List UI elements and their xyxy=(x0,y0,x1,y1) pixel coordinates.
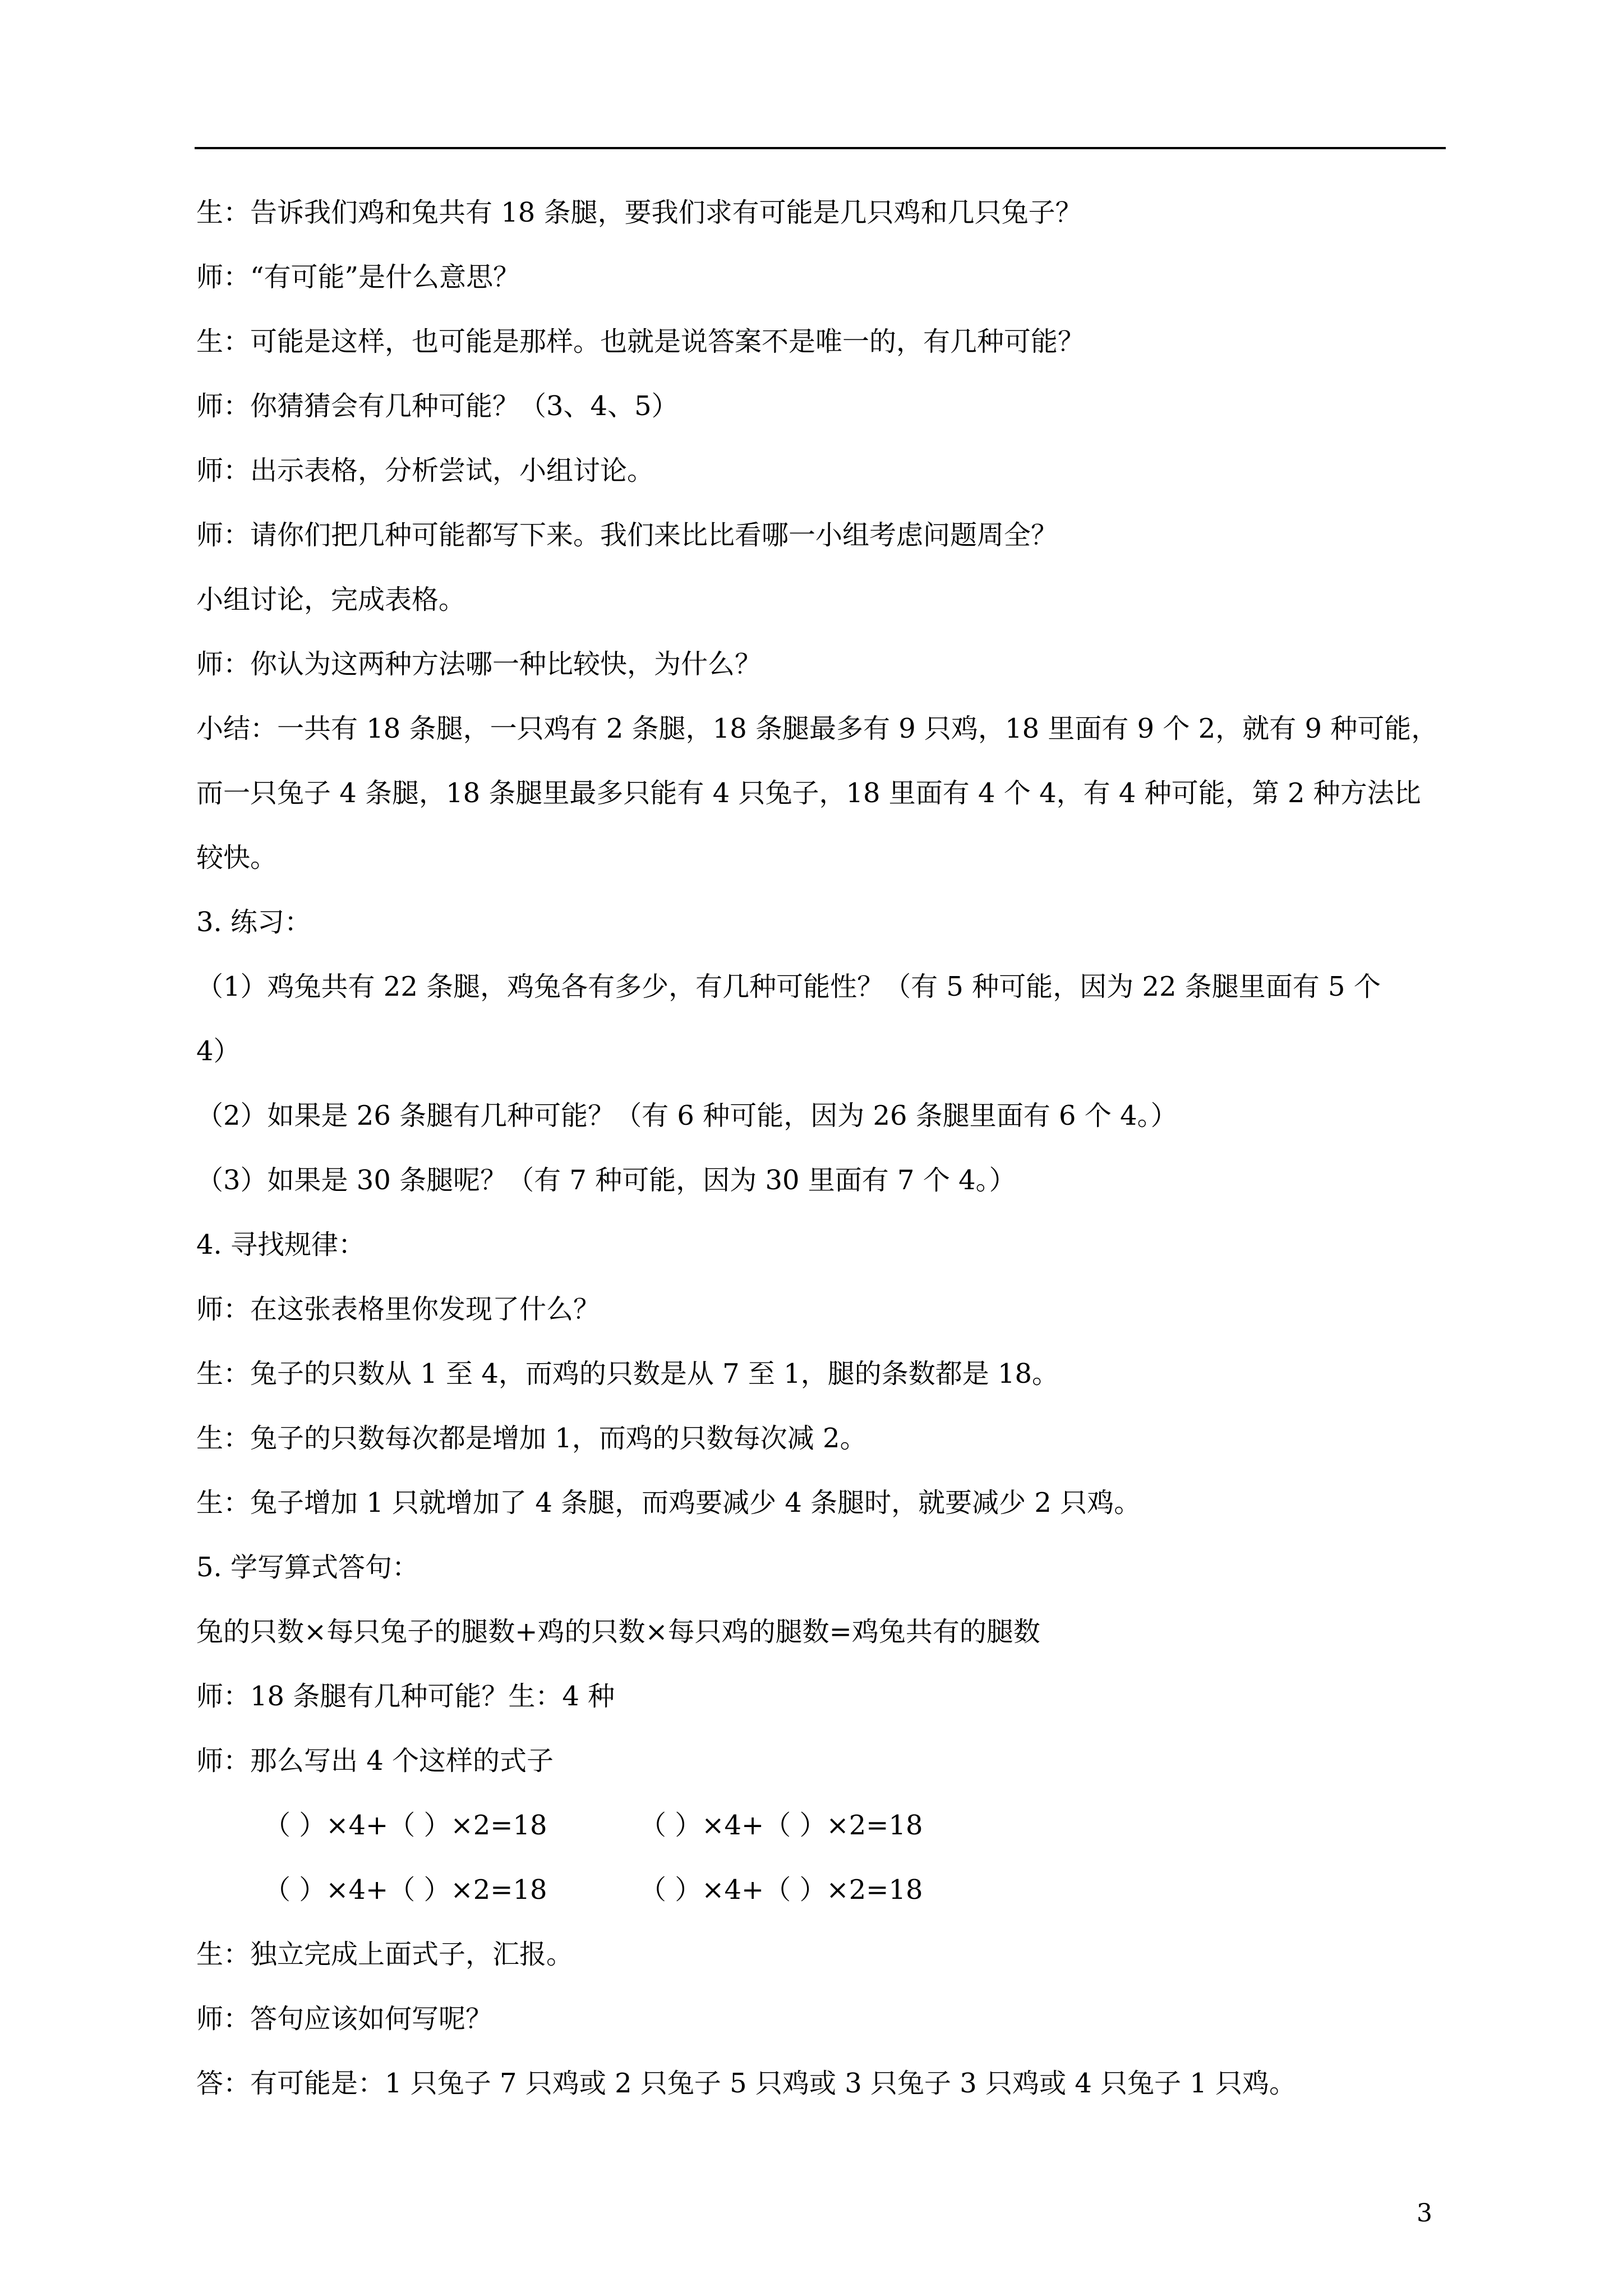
text-line: 4） xyxy=(196,1036,241,1067)
text-line: 师：“有可能”是什么意思？ xyxy=(196,261,520,293)
text-line: 师：那么写出 4 个这样的式子 xyxy=(196,1745,554,1777)
text-line: 生：独立完成上面式子，汇报。 xyxy=(196,1939,574,1970)
equation-blank: （ ）×4+（ ）×2=18 xyxy=(264,1810,547,1841)
text-line: 生：兔子增加 1 只就增加了 4 条腿，而鸡要减少 4 条腿时，就要减少 2 只鸡。 xyxy=(196,1487,1141,1519)
text-line: （2）如果是 26 条腿有几种可能？（有 6 种可能，因为 26 条腿里面有 6 个 4。） xyxy=(196,1100,1178,1131)
equation-row xyxy=(196,1793,1447,1858)
section-heading: 5. 学写算式答句： xyxy=(196,1552,419,1583)
equation-blank: （ ）×4+（ ）×2=18 xyxy=(639,1810,923,1841)
text-line: 师：你认为这两种方法哪一种比较快，为什么？ xyxy=(196,648,762,680)
text-line: （1）鸡兔共有 22 条腿，鸡兔各有多少，有几种可能性？（有 5 种可能，因为 22 条腿里面有 5 个 xyxy=(196,971,1381,1002)
text-line: 生：告诉我们鸡和兔共有 18 条腿，要我们求有可能是几只鸡和几只兔子？ xyxy=(196,197,1082,228)
section-heading: 4. 寻找规律： xyxy=(196,1229,366,1260)
text-line: 师：18 条腿有几种可能？生：4 种 xyxy=(196,1681,615,1712)
text-line: 生：可能是这样，也可能是那样。也就是说答案不是唯一的，有几种可能？ xyxy=(196,326,1085,357)
text-line: 师：请你们把几种可能都写下来。我们来比比看哪一小组考虑问题周全？ xyxy=(196,519,1058,551)
text-line: 生：兔子的只数每次都是增加 1，而鸡的只数每次减 2。 xyxy=(196,1423,867,1454)
text-line: 而一只兔子 4 条腿，18 条腿里最多只能有 4 只兔子，18 里面有 4 个 4，有 4 种可能，第 2 种方法比 xyxy=(196,777,1421,809)
equation-blank: （ ）×4+（ ）×2=18 xyxy=(639,1874,923,1906)
text-line: 较快。 xyxy=(196,842,278,873)
text-line: 师：出示表格，分析尝试，小组讨论。 xyxy=(196,455,654,486)
formula-line: 兔的只数×每只兔子的腿数+鸡的只数×每只鸡的腿数=鸡兔共有的腿数 xyxy=(196,1616,1040,1648)
text-line: （3）如果是 30 条腿呢？（有 7 种可能，因为 30 里面有 7 个 4。） xyxy=(196,1165,1016,1196)
text-line: 小结：一共有 18 条腿，一只鸡有 2 条腿，18 条腿最多有 9 只鸡，18 里面有 9 个 2，就有 9 种可能， xyxy=(196,713,1438,744)
answer-line: 答：有可能是：1 只兔子 7 只鸡或 2 只兔子 5 只鸡或 3 只兔子 3 只鸡或 4 只兔子 1 只鸡。 xyxy=(196,2068,1297,2099)
document-body xyxy=(196,181,1447,2116)
equation-blank: （ ）×4+（ ）×2=18 xyxy=(264,1874,547,1906)
text-line: 师：答句应该如何写呢？ xyxy=(196,2003,493,2035)
equation-row xyxy=(196,1858,1447,1922)
text-line: 生：兔子的只数从 1 至 4，而鸡的只数是从 7 至 1，腿的条数都是 18。 xyxy=(196,1358,1059,1389)
text-line: 师：你猜猜会有几种可能？（3、4、5） xyxy=(196,390,679,422)
text-line: 师：在这张表格里你发现了什么？ xyxy=(196,1294,601,1325)
section-heading: 3. 练习： xyxy=(196,907,312,938)
text-line: 小组讨论，完成表格。 xyxy=(196,584,466,615)
header-rule xyxy=(195,147,1446,149)
page-number: 3 xyxy=(1417,2199,1432,2228)
